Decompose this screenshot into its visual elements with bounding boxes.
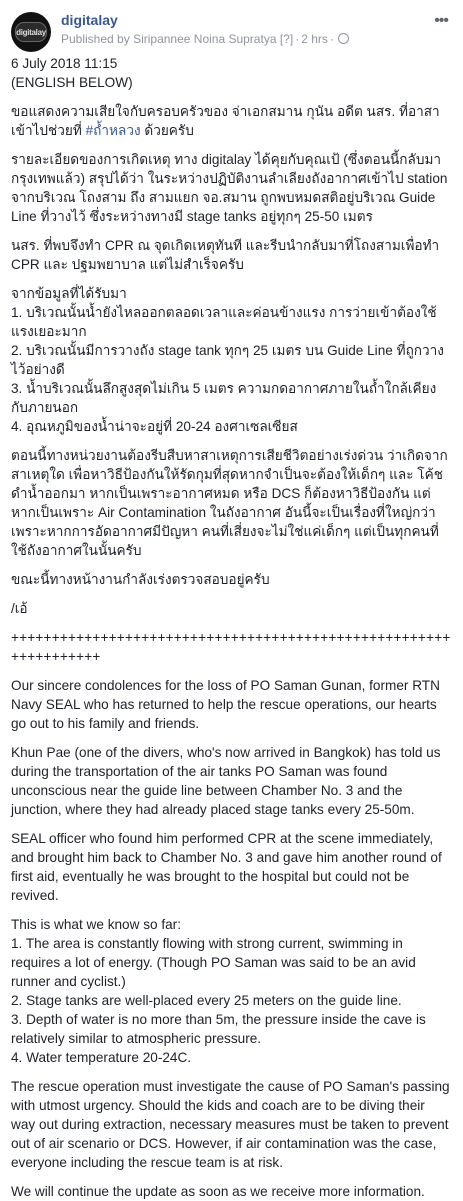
- post-options-menu-icon[interactable]: •••: [434, 12, 448, 29]
- post-header: [11, 10, 452, 54]
- english-list-item: 2. Stage tanks are well-placed every 25 meters on the guide line.: [11, 993, 402, 1008]
- english-paragraph-1: Our sincere condolences for the loss of PO Saman Gunan, former RTN Navy SEAL who has returned to help the rescue operations, our hearts go out to his family and friends.: [11, 678, 440, 731]
- post-time[interactable]: 2 hrs: [301, 32, 328, 46]
- thai-list-intro: จากข้อมูลที่ได้รับมา: [11, 286, 127, 301]
- english-below-note: (ENGLISH BELOW): [11, 75, 133, 90]
- post-meta: Published by Siripannee Noina Supratya [?] · 2 hrs ·: [61, 32, 349, 46]
- thai-list: [11, 303, 452, 436]
- english-list: [11, 934, 452, 1067]
- post-body: [11, 54, 452, 1201]
- english-paragraph-5: The rescue operation must investigate the cause of PO Saman's passing with utmost urgency. Should the kids and coach are to be diving their way out during extraction, necessary measures must be taken to prevent out of air scenario or DCS. However, if air contamination was the case, everyone including the rescue team is at risk.: [11, 1079, 450, 1170]
- thai-paragraph-2: รายละเอียดของการเกิดเหตุ ทาง digitalay ได้คุยกับคุณเป้ (ซึ่งตอนนี้กลับมากรุงเทพแล้ว) สรุปได้ว่า ในระหว่างปฏิบัติงานลำเลียงถังอากาศเข้าไป station จากบริเวณ โถงสาม ถึง สามแยก จอ.สมาน ถูกพบหมดสติอยู่บริเวณ Guide Line ที่วางไว้ ซึ่งระหว่างทางมี stage tanks อยู่ทุกๆ 25-50 เมตร: [11, 152, 448, 224]
- hashtag-link[interactable]: #ถ้ำหลวง: [85, 123, 141, 138]
- thai-list-item: 3. น้ำบริเวณนั้นลึกสูงสุดไม่เกิน 5 เมตร ความกดอากาศภายในถ้ำใกล้เคียงกับภายนอก: [11, 381, 437, 415]
- thai-list-item: 4. อุณหภูมิของน้ำน่าจะอยู่ที่ 20-24 องศาเซลเซียส: [11, 419, 298, 434]
- thai-paragraph-6: ขณะนี้ทางหน้างานกำลังเร่งตรวจสอบอยู่ครับ: [11, 572, 270, 587]
- thai-paragraph-5: ตอนนี้ทางหน่วยงานต้องรีบสืบหาสาเหตุการเสียชีวิตอย่างเร่งด่วน ว่าเกิดจากสาเหตุใด เพื่อหาวิธีป้องกันให้รัดกุมที่สุดหากจำเป็นจะต้องให้เด็กๆ และ โค้ช ดำน้ำออกมา หากเป็นเพราะอากาศหมด หรือ DCS ก็ต้องหาวิธีป้องกัน แต่หากเป็นเพราะ Air Contamination ในถังอากาศ อันนี้จะเป็นเรื่องที่ใหญ่กว่า เพราะหากการอัดอากาศมีปัญหา คนที่เสี่ยงจะไม่ใช่แค่เด็กๆ แต่เป็นทุกคนที่ใช้ถังอากาศในนั้นครับ: [11, 448, 448, 558]
- english-list-item: 4. Water temperature 20-24C.: [11, 1050, 192, 1065]
- english-list-item: 3. Depth of water is no more than 5m, the pressure inside the cave is relatively similar to atmospheric pressure.: [11, 1012, 426, 1046]
- thai-paragraph-3: นสร. ที่พบจึงทำ CPR ณ จุดเกิดเหตุทันที และรีบนำกลับมาที่โถงสามเพื่อทำ CPR และ ปฐมพยาบาล แต่ไม่สำเร็จครับ: [11, 238, 440, 272]
- author-badge[interactable]: [?]: [279, 32, 294, 46]
- signoff: /เอ้: [11, 601, 28, 616]
- english-list-intro: This is what we know so far:: [11, 917, 181, 932]
- thai-list-item: 1. บริเวณนั้นน้ำยังไหลออกตลอดเวลาและค่อนข้างแรง การว่ายเข้าต้องใช้แรงเยอะมาก: [11, 305, 437, 339]
- english-paragraph-6: We will continue the update as soon as we receive more information.: [11, 1184, 425, 1199]
- post-date: 6 July 2018 11:15: [11, 56, 118, 71]
- thai-p1-text-b: ด้วยครับ: [140, 123, 194, 138]
- english-paragraph-3: SEAL officer who found him performed CPR at the scene immediately, and brought him back to Chamber No. 3 and gave him another round of first aid, eventually he was brought to the hospital but could not be revived.: [11, 831, 442, 903]
- avatar-logo-text: digitalay: [16, 27, 46, 37]
- thai-p1-text-a: ขอแสดงความเสียใจกับครอบครัวของ จ่าเอกสมาน กุนัน อดีต นสร. ที่อาสาเข้าไปช่วยที่: [11, 104, 440, 138]
- page-name-link[interactable]: digitalay: [61, 12, 118, 28]
- author-name[interactable]: Siripannee Noina Supratya: [133, 32, 277, 46]
- thai-list-item: 2. บริเวณนั้นมีการวางถัง stage tank ทุกๆ 25 เมตร บน Guide Line ที่ถูกวางไว้อย่างดี: [11, 343, 444, 377]
- english-list-item: 1. The area is constantly flowing with strong current, swimming in requires a lot of energy. (Though PO Saman was said to be an avid runner and cyclist.): [11, 936, 416, 989]
- published-prefix: Published by: [61, 32, 130, 46]
- english-paragraph-2: Khun Pae (one of the divers, who's now arrived in Bangkok) has told us during the transportation of the air tanks PO Saman was found unconscious near the guide line between Chamber No. 3 and the junction, where they had already placed stage tanks every 25-50m.: [11, 745, 441, 817]
- avatar-logo: [15, 22, 47, 42]
- separator-line: +++++++++++++++++++++++++++++++++++++++++++++++++++++++++++++++++: [11, 630, 451, 664]
- thai-paragraph-1: [11, 102, 452, 140]
- page-avatar[interactable]: [11, 12, 51, 52]
- globe-icon: [338, 33, 349, 44]
